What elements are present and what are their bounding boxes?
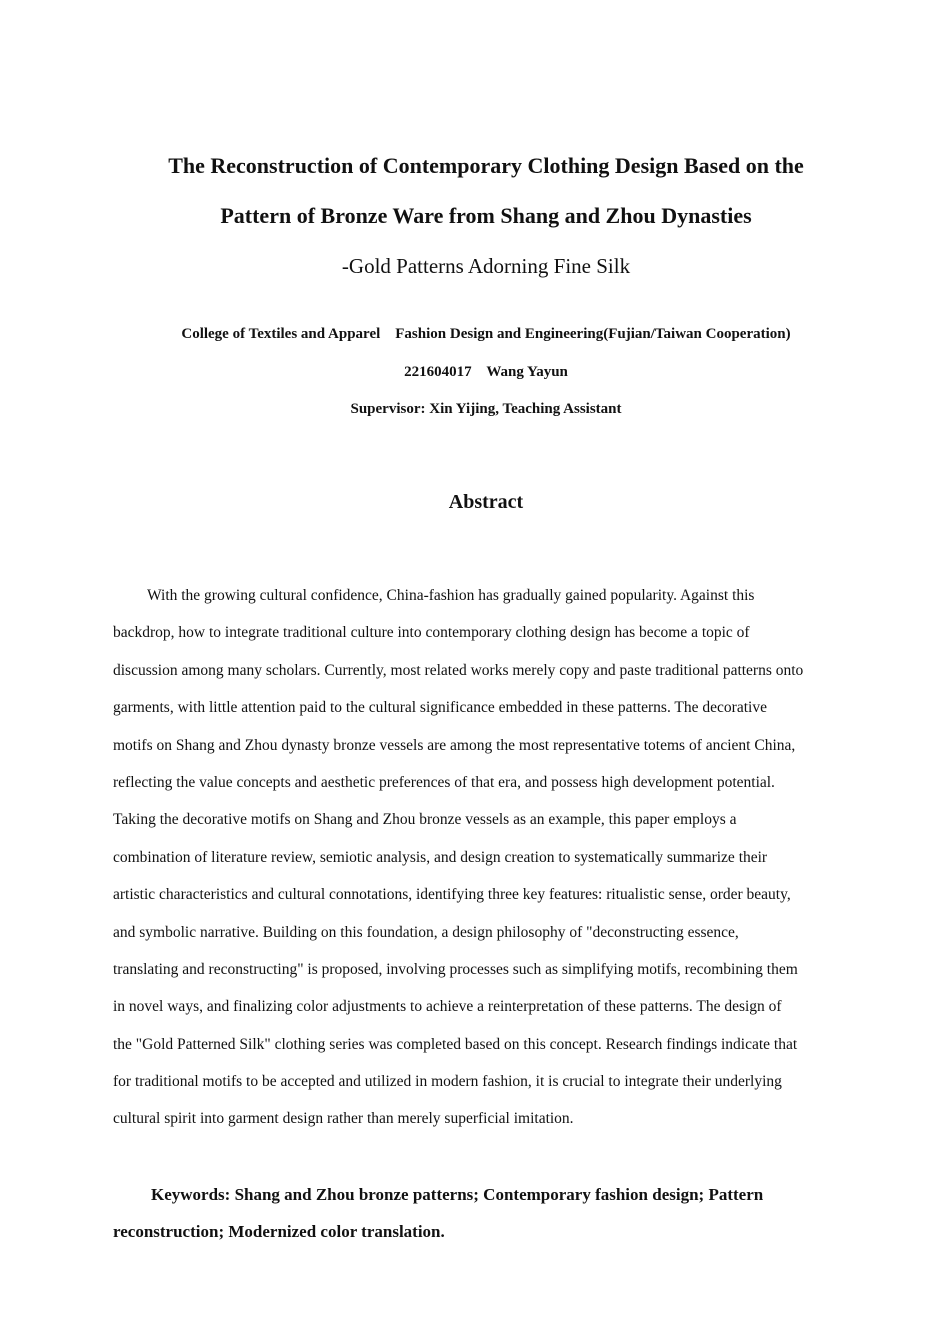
paper-subtitle: -Gold Patterns Adorning Fine Silk: [341, 254, 631, 278]
abstract-heading: Abstract: [448, 491, 524, 513]
abstract-line: the "Gold Patterned Silk" clothing series was completed based on this concept. Research findings indicate that: [113, 1035, 798, 1053]
abstract-line: With the growing cultural confidence, China-fashion has gradually gained popularity. Against this: [147, 587, 755, 604]
keywords-paragraph: [113, 1176, 873, 1250]
paper-title-line-1: The Reconstruction of Contemporary Clothing Design Based on the: [168, 153, 804, 178]
abstract-line: and symbolic narrative. Building on this foundation, a design philosophy of "deconstructing essence,: [113, 923, 739, 941]
paper-title-line-2: Pattern of Bronze Ware from Shang and Zhou Dynasties: [220, 203, 752, 228]
abstract-line: translating and reconstructing" is proposed, involving processes such as simplifying motifs, recombining them: [113, 960, 798, 978]
abstract-paragraph: [113, 577, 873, 1138]
keywords-line: reconstruction; Modernized color translation.: [113, 1222, 445, 1241]
abstract-line: discussion among many scholars. Currently, most related works merely copy and paste traditional patterns onto: [113, 661, 804, 679]
abstract-line: backdrop, how to integrate traditional culture into contemporary clothing design has become a topic of: [113, 624, 750, 642]
abstract-line: for traditional motifs to be accepted and utilized in modern fashion, it is crucial to integrate their underlying: [113, 1073, 782, 1091]
affiliation-line: College of Textiles and Apparel Fashion Design and Engineering(Fujian/Taiwan Cooperation): [181, 326, 791, 342]
abstract-line: reflecting the value concepts and aesthetic preferences of that era, and possess high development potential.: [113, 773, 775, 791]
keywords-line: Keywords: Shang and Zhou bronze patterns; Contemporary fashion design; Pattern: [151, 1185, 764, 1204]
abstract-line: combination of literature review, semiotic analysis, and design creation to systematically summarize their: [113, 848, 768, 866]
abstract-line: artistic characteristics and cultural connotations, identifying three key features: ritualistic sense, order beauty,: [113, 886, 791, 904]
abstract-line: cultural spirit into garment design rather than merely superficial imitation.: [113, 1110, 574, 1128]
supervisor-line: Supervisor: Xin Yijing, Teaching Assistant: [350, 401, 622, 417]
abstract-line: garments, with little attention paid to the cultural significance embedded in these patterns. The decorative: [113, 699, 767, 717]
student-id-name: 221604017 Wang Yayun: [404, 364, 568, 380]
abstract-line: Taking the decorative motifs on Shang and Zhou bronze vessels as an example, this paper employs a: [113, 811, 737, 829]
abstract-line: in novel ways, and finalizing color adjustments to achieve a reinterpretation of these patterns. The design of: [113, 998, 782, 1016]
abstract-line: motifs on Shang and Zhou dynasty bronze vessels are among the most representative totems of ancient China,: [113, 736, 796, 754]
